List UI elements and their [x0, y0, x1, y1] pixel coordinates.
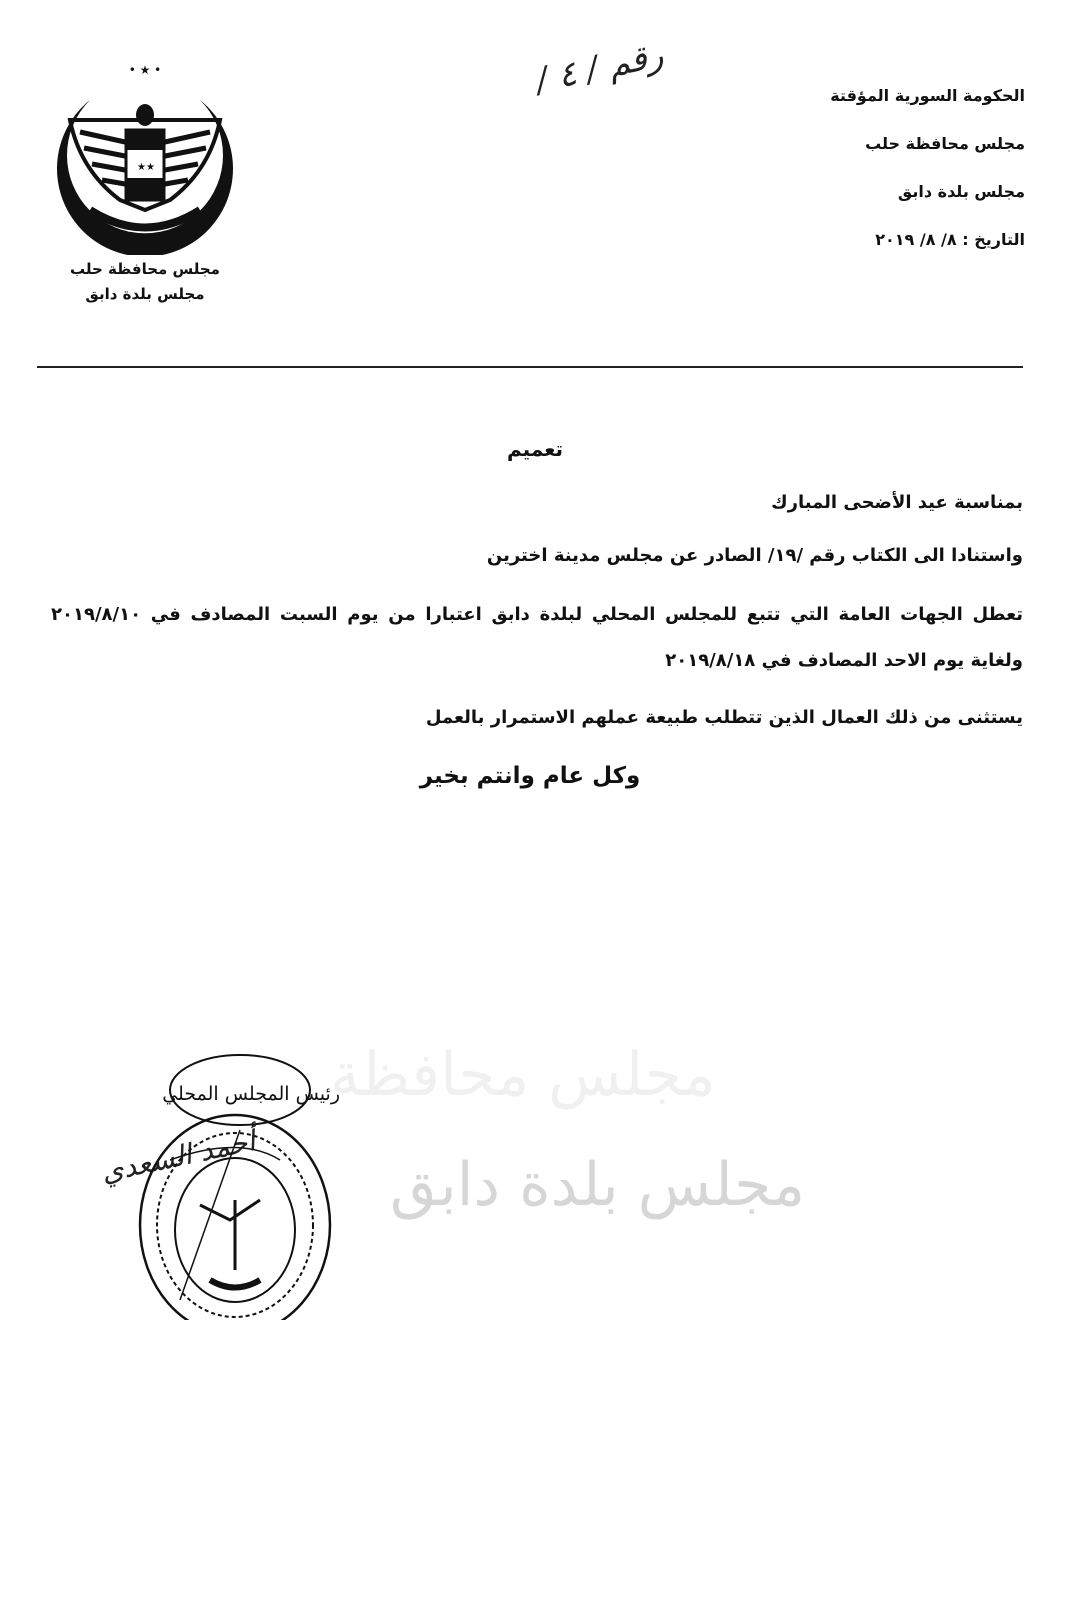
header-date: التاريخ : ٨/ ٨/ ٢٠١٩: [875, 230, 1025, 249]
greeting-line: وكل عام وانتم بخير: [419, 763, 641, 789]
signature-name: أحمد السعدي: [98, 1124, 259, 1189]
eagle-emblem-icon: [50, 60, 240, 255]
header-governorate: مجلس محافظة حلب: [865, 134, 1025, 153]
header-divider: [37, 366, 1023, 368]
signature-title: رئيس المجلس المحلي: [162, 1083, 340, 1105]
document-title: تعميم: [506, 437, 564, 461]
exception-line: يستثنى من ذلك العمال الذين تتطلب طبيعة عملهم الاستمرار بالعمل: [425, 707, 1023, 728]
occasion-line: بمناسبة عيد الأضحى المبارك: [771, 492, 1023, 513]
council-logo: [50, 60, 240, 255]
logo-caption-town: مجلس بلدة دابق: [85, 285, 205, 303]
svg-text:★★: ★★: [137, 162, 155, 173]
reference-line: واستنادا الى الكتاب رقم /١٩/ الصادر عن مجلس مدينة اخترين: [486, 545, 1023, 566]
svg-text:• ★ •: • ★ •: [128, 63, 162, 77]
official-stamp-icon: [90, 1040, 350, 1320]
header-government: الحكومة السورية المؤقتة: [830, 86, 1025, 105]
watermark-line-1: مجلس محافظة: [330, 1040, 716, 1110]
holiday-paragraph: تعطل الجهات العامة التي تتبع للمجلس المحلي لبلدة دابق اعتبارا من يوم السبت المصادف في ٢٠١٩/٨/١٠ ولغاية يوم الاحد المصادف في ٢٠١٩/٨/١٨: [51, 604, 1023, 671]
watermark-line-2: مجلس بلدة دابق: [390, 1150, 805, 1220]
header-town-council: مجلس بلدة دابق: [897, 182, 1025, 201]
logo-caption-governorate: مجلس محافظة حلب: [70, 260, 220, 278]
handwritten-reference: رقم / ٤ /: [532, 35, 667, 101]
